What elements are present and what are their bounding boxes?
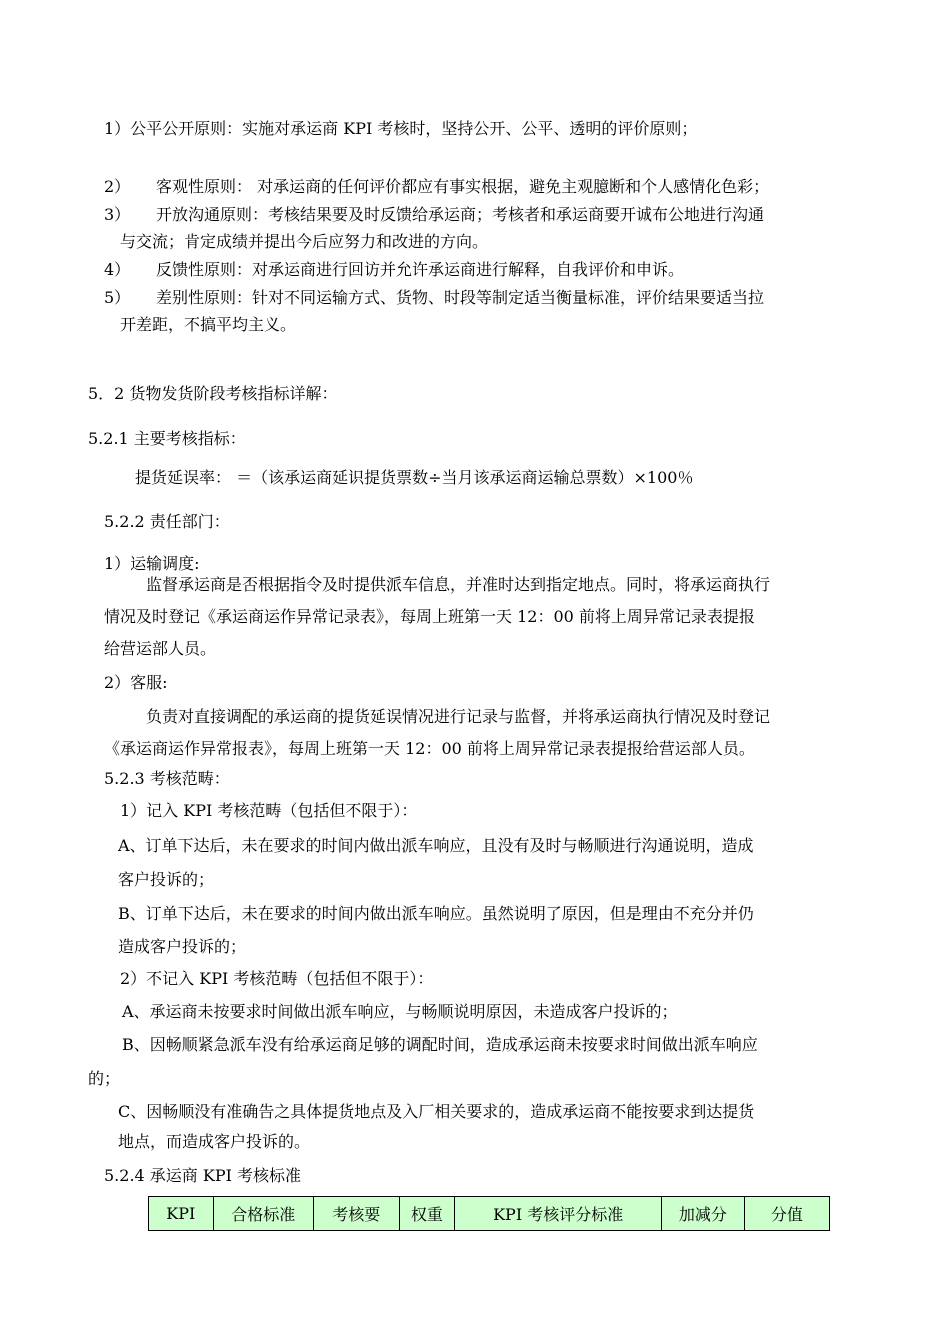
principle-1: 1）公平公开原则：实施对承运商 KPI 考核时，坚持公开、公平、透明的评价原则；	[104, 119, 698, 138]
col-header-adjustment: 加减分	[662, 1197, 745, 1231]
principle-5-number: 5）	[104, 288, 131, 307]
customer-service-text-line-1: 负责对直接调配的承运商的提货延误情况进行记录与监督，并将承运商执行情况及时登记	[146, 707, 771, 726]
section-5-2-4-heading: 5.2.4 承运商 KPI 考核标准	[104, 1166, 302, 1185]
section-5-2-1-heading: 5.2.1 主要考核指标：	[88, 429, 246, 448]
section-5-2-heading: 5．2 货物发货阶段考核指标详解：	[88, 384, 338, 403]
dispatch-text-line-3: 给营运部人员。	[104, 639, 217, 658]
principle-5-line-1: 差别性原则：针对不同运输方式、货物、时段等制定适当衡量标准，评价结果要适当拉	[156, 288, 765, 307]
principle-3-line-2: 与交流；肯定成绩并提出今后应努力和改进的方向。	[120, 232, 489, 251]
kpi-standard-table	[148, 1196, 830, 1231]
principle-4-number: 4）	[104, 260, 131, 279]
included-b-line-1: B、订单下达后，未在要求的时间内做出派车响应。虽然说明了原因，但是理由不充分并仍	[118, 904, 754, 923]
principle-2: 客观性原则： 对承运商的任何评价都应有事实根据，避免主观臆断和个人感情化色彩；	[156, 177, 770, 196]
principle-4: 反馈性原则：对承运商进行回访并允许承运商进行解释，自我评价和申诉。	[156, 260, 685, 279]
included-a-line-2: 客户投诉的；	[118, 870, 215, 889]
col-header-pass-standard: 合格标准	[213, 1197, 314, 1231]
col-header-scoring-standard: KPI 考核评分标准	[455, 1197, 662, 1231]
excluded-a: A、承运商未按要求时间做出派车响应，与畅顺说明原因，未造成客户投诉的；	[122, 1002, 678, 1021]
principle-2-number: 2）	[104, 177, 131, 196]
principle-3-number: 3）	[104, 205, 131, 224]
included-a-line-1: A、订单下达后，未在要求的时间内做出派车响应，且没有及时与畅顺进行沟通说明，造成	[118, 836, 754, 855]
included-scope-title: 1）记入 KPI 考核范畴（包括但不限于）：	[120, 801, 418, 820]
col-header-kpi: KPI	[149, 1197, 214, 1231]
col-header-weight: 权重	[399, 1197, 455, 1231]
col-header-assessment: 考核要	[314, 1197, 399, 1231]
delay-rate-formula: 提货延误率： ＝（该承运商延识提货票数÷当月该承运商运输总票数）×100％	[135, 468, 694, 487]
col-header-score: 分值	[744, 1197, 829, 1231]
section-5-2-2-heading: 5.2.2 责任部门：	[104, 512, 230, 531]
customer-service-title: 2）客服:	[104, 673, 168, 692]
excluded-c-line-2: 地点，而造成客户投诉的。	[118, 1132, 311, 1151]
excluded-b-line-2: 的；	[88, 1069, 121, 1088]
excluded-scope-title: 2）不记入 KPI 考核范畴（包括但不限于）：	[120, 969, 434, 988]
excluded-b-line-1: B、因畅顺紧急派车没有给承运商足够的调配时间，造成承运商未按要求时间做出派车响应	[122, 1035, 758, 1054]
table-header-row	[149, 1197, 830, 1231]
principle-3-line-1: 开放沟通原则：考核结果要及时反馈给承运商；考核者和承运商要开诚布公地进行沟通	[156, 205, 765, 224]
dispatch-text-line-2: 情况及时登记《承运商运作异常记录表》，每周上班第一天 12：00 前将上周异常记录表提报	[104, 607, 755, 626]
section-5-2-3-heading: 5.2.3 考核范畴：	[104, 769, 230, 788]
excluded-c-line-1: C、因畅顺没有准确告之具体提货地点及入厂相关要求的，造成承运商不能按要求到达提货	[118, 1102, 755, 1121]
included-b-line-2: 造成客户投诉的；	[118, 937, 247, 956]
dispatch-text-line-1: 监督承运商是否根据指令及时提供派车信息，并准时达到指定地点。同时，将承运商执行	[146, 575, 771, 594]
customer-service-text-line-2: 《承运商运作异常报表》，每周上班第一天 12：00 前将上周异常记录表提报给营运部人员。	[104, 739, 755, 758]
dispatch-title: 1）运输调度:	[104, 554, 200, 573]
principle-5-line-2: 开差距，不搞平均主义。	[120, 315, 297, 334]
